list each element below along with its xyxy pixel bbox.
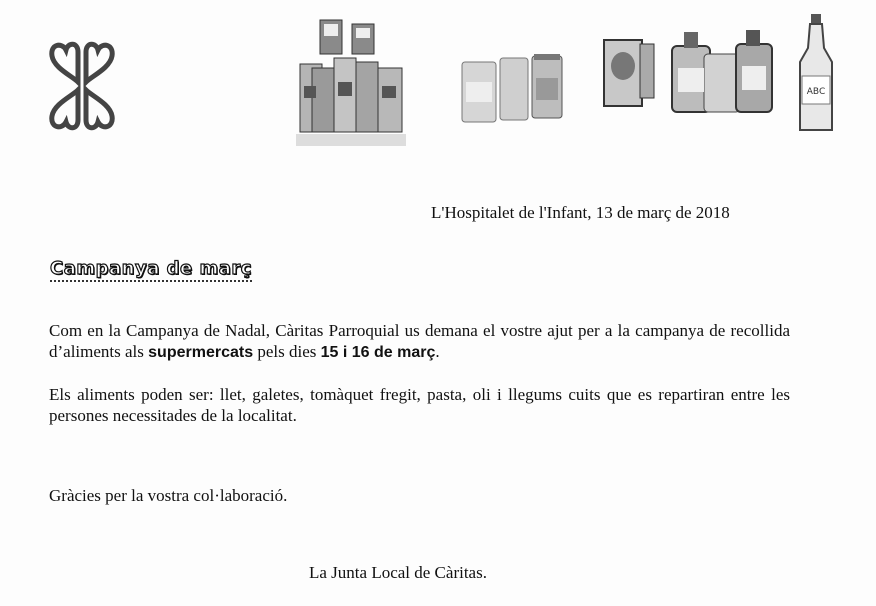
- letter-title: Campanya de març: [50, 258, 252, 282]
- thanks-line: Gràcies per la vostra col·laboració.: [49, 486, 288, 505]
- paragraph-appeal-text-c: .: [435, 342, 440, 361]
- food-packs-photo: [294, 16, 408, 148]
- paragraph-appeal-text-a: Com en la Campanya de Nadal, Càritas Parroquial us demana el vostre ajut per a la campanya de recollida d’aliments als: [49, 321, 790, 361]
- cans-photo: [600, 36, 658, 110]
- paragraph-appeal: [49, 320, 790, 363]
- paragraph-foods: Els aliments poden ser: llet, galetes, tomàquet fregit, pasta, oli i llegums cuits que es repartiran entre les persones necessitades de la localitat.: [49, 385, 790, 425]
- bottles-photo: [670, 24, 774, 116]
- oil-bottle-label: ABC: [806, 87, 826, 97]
- paragraph-appeal-text-b: pels dies: [253, 342, 321, 361]
- signature-line: La Junta Local de Càritas.: [309, 563, 487, 582]
- jars-photo: [456, 52, 566, 128]
- oil-bottle-photo: [796, 12, 836, 136]
- dates-emphasis: 15 i 16 de març: [320, 344, 436, 361]
- caritas-cross-of-hearts-icon: [32, 38, 132, 134]
- date-line: L'Hospitalet de l'Infant, 13 de març de 2018: [431, 203, 730, 222]
- supermarkets-emphasis: supermercats: [148, 344, 254, 361]
